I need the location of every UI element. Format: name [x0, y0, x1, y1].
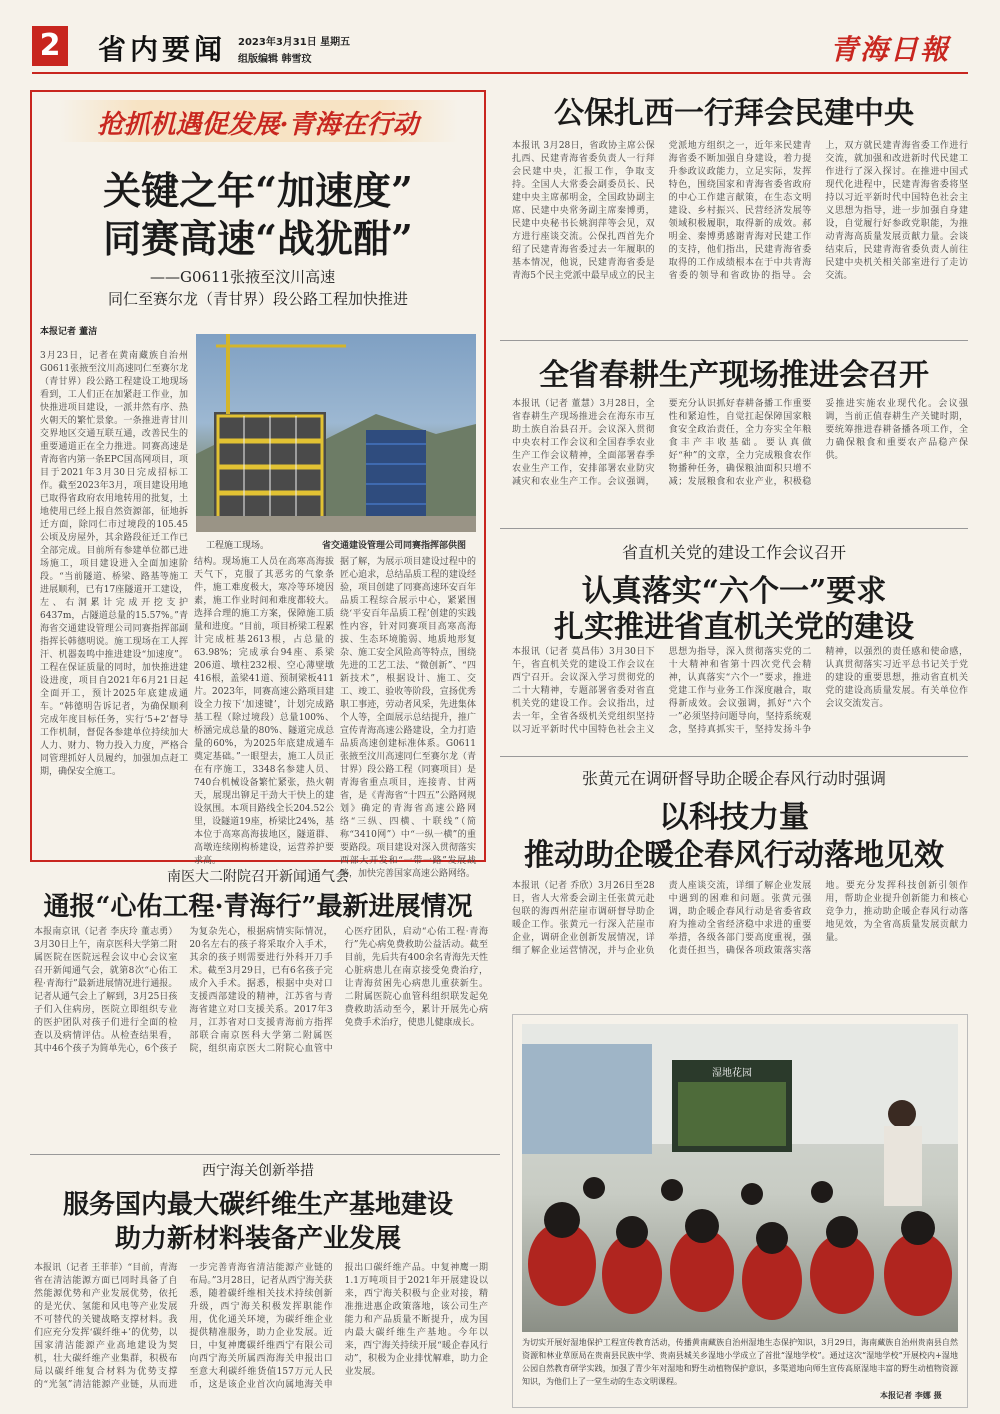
- feature-body-right: 据了解，为展示项目建设过程中的匠心追求，总结品质工程的建设经验，项目创建了同赛高速环安百年品质工程综合展示中心，紧紧围绕‘平安百年品质工程’创建的实践性内容，针对同赛项目高寒高海拔、生态环境脆弱、地质地形复杂、施工安全风险高等特点，围绕先进的工艺工法、“微创新”、“四新技术”，根据设计、施工、交工、竣工、验收等阶段，宣扬优秀职工事迹，劳动者风采，先进集体个人等，全面展示总结提升，推广宣传青海高速公路建设，全力打造品质高速创建标准体系。G0611张掖至汶川高速同仁至赛尔龙（青甘界）段公路工程（同赛项目）是青海省重点项目，连接青、甘两省，是《青海省“十四五”公路网规划》确定的青海省高速公路网络“三纵、四横、十联线”（简称“3410网”）中“一纵一横”的重要路段。项目建设对深入贯彻落实西部大开发和“一带一路”发展战略，加快完善国家高速公路网络。: [340, 557, 476, 879]
- feature-title-line1: 关键之年“加速度”: [103, 168, 413, 213]
- feature-byline: 本报记者 董洁: [40, 327, 98, 337]
- feature-title-line2: 同赛高速“战犹酣”: [103, 216, 413, 261]
- tech-title-line2: 推动助企暖企春风行动落地见效: [524, 838, 944, 873]
- editor-line: 组版编辑 韩雪玟: [238, 54, 312, 65]
- chungeng-title: 全省春耕生产现场推进会召开: [539, 358, 929, 393]
- feature-banner-text: 抢抓机遇促发展·青海在行动: [97, 110, 419, 140]
- divider: [500, 756, 968, 757]
- photo-caption: 工程施工现场。: [206, 541, 270, 551]
- hospital-kicker: 南医大二附院召开新闻通气会: [167, 869, 349, 885]
- board-title: 湿地花园: [712, 1068, 752, 1079]
- jiguan-title-line2: 扎实推进省直机关党的建设: [554, 610, 914, 645]
- customs-kicker: 西宁海关创新举措: [202, 1163, 314, 1179]
- feature-subtitle-line1: ——G0611张掖至汶川高速: [150, 268, 336, 286]
- section-title: 省内要闻: [98, 33, 227, 66]
- divider: [30, 1154, 500, 1155]
- pubao-body: 本报讯 3月28日，省政协主席公保扎西、民建青海省委负责人一行拜会民建中央，汇报工作，争取支持。全国人大常委会副委员长、民建中央主席郝明金，全国政协副主席、民建中央常务副主席秦博勇，民建中央秘书长姚润萍等会见，双方进行座谈交流。公保扎西首先介绍了民建青海省委过去一年履职的基本情况，他说，民建青海省委是青海5个民主党派中最早成立的民主党派地方组织之一，近年来民建青海省委不断加强自身建设，着力提升参政议政能力，立足实际，发挥特色，围绕国家和青海省委省政府的中心工作建言献策，在生态文明建设、乡村振兴、民营经济发展等领域积极履职，取得新的成效。郝明金、秦博勇感谢青海对民建工作的支持，他们指出，民建青海省委取得的工作成绩根本在于中共青海省委的领导和省政协的指导。会上，双方就民建青海省委工作进行交流，就加强和改进新时代民建工作进行了深入探讨。在推进中国式现代化进程中，民建青海省委将坚持以习近平新时代中国特色社会主义思想为指导，进一步加强自身建设，自觉履行好参政党职能，为推动青海高质量发展贡献力量。会谈结束后，民建青海省委负责人前往民建中央机关相关部室进行了走访交流。: [512, 141, 968, 281]
- jiguan-body: 本报讯（记者 莫昌伟）3月30日下午，省直机关党的建设工作会议在西宁召开。会议深入学习贯彻党的二十大精神，专题部署省委对省直机关党的建设工作。会议指出，过去一年，全省各级机关党组织坚持以习近平新时代中国特色社会主义思想为指导，深入贯彻落实党的二十大精神和省第十四次党代会精神，认真落实“六个一”要求，推进党建工作与业务工作深度融合，取得新成效。会议强调，抓好“六个一”必须坚持问题导向，坚持系统观念，坚持真抓实干，坚持发扬斗争精神，以强烈的责任感和使命感，认真贯彻落实习近平总书记关于党的建设的重要思想，推动省直机关党的建设高质量发展。有关单位作会议交流发言。: [512, 647, 968, 735]
- feature-body-left: 3月23日，记者在黄南藏族自治州G0611张掖至汶川高速同仁至赛尔龙（青甘界）段公路工程建设工地现场看到，工人们正在加紧赶工作业，加快推进项目建设，一派井然有序、热火朝天的繁忙景象。一条推进青甘川交界地区交通互联互通，改善民生的重要通道正在全力推进。同赛高速是青海省内第一条EPC国高网项目，项目于2021年3月30日完成招标工作。截至2023年3月，项目建设用地已取得省政府农用地转用的批复，土地使用已经上报自然资源部，征地拆迁方面，除同仁市过境段的105.45公顷及房屋外，其余路段征迁工作已全部完成。目前所有参建单位都已进场施工，项目建设进入全面加速阶段。“当前隧道、桥梁、路基等施工进展顺利，已有17座隧道开工建设，左、右洞累计完成开挖支护6437m，占隧道总量的15.57%。”青海省交通建设管理公司同赛指挥部副指挥长韩德明说。施工现场在工人挥汗、机器轰鸣中推进建设“加速度”。工程在保证质量的同时，加快推进建设进度，项目自2021年6月21日起全面开工，预计2025年底建成通车。“韩德明告诉记者，为确保顺利完成年度目标任务，实行‘5+2’督导工作机制，督促各参建单位持续加大人力、财力、物力投入力度，严格合同管理抓好人员履约，加强加点赶工期，确保安全施工。: [40, 351, 188, 777]
- feature-body-middle: 结构。现场施工人员在高寒高海拔天气下，克服了其恶劣的气象条件，施工难度极大，寒冷等环境因素，施工作业时间和难度都较大。选择合理的施工方案，保障施工质量和进度。“目前，项目桥梁工程累计完成桩基2613根，占总量的63.98%；完成承台94座、系梁206道、墩柱232根、空心薄壁墩416根，盖梁41道、预制梁板411片。2023年，同赛高速公路项目建设全力按下‘加速键’，计划完成路基工程（除过境段）总量100%、桥涵完成总量的80%、隧道完成总量的60%，为2025年底建成通车奠定基础。”一眼望去，施工人员正在有序施工，3348名参建人员、740台机械设备繁忙紧张，热火朝天，展现出铆足干劲大干快上的建设氛围。本项目路线全长204.52公里，设隧道19座，桥梁比24%，基本位于高寒高海拔地区，隧道群、高墩连续刚构桥建设，运营养护要求高。: [194, 557, 334, 866]
- hospital-title: 通报“心佑工程·青海行”最新进展情况: [43, 892, 473, 922]
- school-photo-caption: 为切实开展好湿地保护工程宣传教育活动，传播黄南藏族自治州湿地生态保护知识，3月29日，海南藏族自治州贵南县自然资源和林业草原局在贵南县民族中学、贵南县城关乡湿地小学成立了首批“湿地学校”。通过这次“湿地学校”开展校内+湿地公园自然教育研学实践，加强了青少年对湿地和野生动植物保护意识，多渠道地向师生宣传高原湿地丰富的野生动植物资源知识，为他们上了一堂生动的生态文明课程。: [522, 1338, 958, 1386]
- customs-title-line1: 服务国内最大碳纤维生产基地建设: [62, 1190, 453, 1220]
- pubao-title: 公保扎西一行拜会民建中央: [554, 96, 914, 131]
- hospital-body: 本报南京讯（记者 李庆玲 董志勇）3月30日上午，南京医科大学第二附属医院在医院远程会议中心会议室召开新闻通气会，就第8次“心佑工程·青海行”最新进展情况进行通报。记者从通气会上了解到，3月25日孩子们入住病房，医院立即组织专业的医护团队对孩子们进行全面的检查以及病情评估。从检查结果看，其中46个孩子为简单先心，6个孩子为复杂先心，根据病情实际情况，20名左右的孩子将采取介入手术，其余的孩子则需要进行外科开刀手术。截至3月29日，已有6名孩子完成介入手术。据悉，根据中央对口支援西部建设的精神，江苏省与青海省建立对口支援关系。2017年3月，江苏省对口支援青海前方指挥部联合南京医科大学第二附属医院，组织南京医大二附院心血管中心医疗团队，启动“心佑工程·青海行”先心病免费救助公益活动。截至目前，先后共有400余名青海先天性心脏病患儿在南京接受免费治疗，让青海贫困先心病患儿重获新生。二附属医院心血管科组织联发起免费救助活动至今，累计开展先心病免费手术治疗，使患儿健康成长。: [34, 927, 488, 1054]
- customs-title-line2: 助力新材料装备产业发展: [114, 1224, 401, 1254]
- masthead-rule: [32, 72, 968, 74]
- chungeng-body: 本报讯（记者 董慧）3月28日，全省春耕生产现场推进会在海东市互助土族自治县召开。会议深入贯彻中央农村工作会议和全国春季农业生产工作会议精神，全面部署春季农业生产工作，安排部署农业防灾减灾和农业生产工作。会议强调，要充分认识抓好春耕备播工作重要性和紧迫性，自觉扛起保障国家粮食安全政治责任，全力夯实全年粮食丰产丰收基础。要认真做好“种”的文章，全力完成粮食农作物播种任务，确保粮油面积只增不减；发展粮食和农业产业，积极稳妥推进实施农业现代化。会议强调，当前正值春耕生产关键时期，要统筹推进春耕备播各项工作，全力确保粮食和重要农产品稳产保供。: [512, 399, 968, 487]
- construction-scene-graphic: [196, 334, 476, 532]
- divider: [500, 528, 968, 529]
- page-number-badge: 2: [32, 26, 68, 66]
- issue-date: 2023年3月31日 星期五: [238, 37, 351, 48]
- school-photo-credit: 本报记者 李娜 摄: [880, 1390, 942, 1400]
- tech-title-line1: 以科技力量: [659, 800, 809, 835]
- divider: [500, 340, 968, 341]
- jiguan-title-line1: 认真落实“六个一”要求: [581, 574, 887, 609]
- photo-credit: 省交通建设管理公司同赛指挥部供图: [322, 541, 467, 551]
- construction-photo: [196, 334, 476, 532]
- customs-body: 本报讯（记者 王菲菲）“目前，青海省在清洁能源方面已同时具备了自然能源优势和产业发展优势，依托的是光伏、氢能和风电等产业发展不可替代的关键战略支撑材料。我们应充分发挥‘碳纤维+’的优势，以国家清洁能源产业高地建设为契机，壮大碳纤维产业集群，积极布局以碳纤维复合材料为优势支撑的“光氢”清洁能源产业链，从而进一步完善青海省清洁能源产业链的布局。”3月28日，记者从西宁海关获悉，随着碳纤维相关技术持续创新升级，西宁海关积极发挥职能作用，优化通关环境，为碳纤维企业提供精准服务，助力企业发展。近日，中复神鹰碳纤维西宁有限公司向西宁海关所属西海海关申报出口至意大利碳纤维货值157万元人民币，这是该企业首次向属地海关申报出口碳纤维产品。中复神鹰一期1.1万吨项目于2021年开展建设以来，西宁海关积极与企业对接，精准推进惠企政策落地，该公司生产能力和产品质量不断提升，成为国内最大碳纤维生产基地。今年以来，西宁海关持续开展“暖企春风行动”，积极为企业排忧解难，助力企业发展。: [34, 1263, 488, 1390]
- jiguan-kicker: 省直机关党的建设工作会议召开: [621, 543, 846, 562]
- feature-subtitle-line2: 同仁至赛尔龙（青甘界）段公路工程加快推进: [107, 290, 408, 308]
- tech-kicker: 张黄元在调研督导助企暖企春风行动时强调: [581, 769, 886, 788]
- newspaper-logo: 青海日報: [830, 33, 951, 66]
- tech-body: 本报讯（记者 乔欣）3月26日至28日，省人大常委会副主任张黄元赴包联的海西州茫崖市调研督导助企暖企工作。张黄元一行深入茫崖市企业，调研企业创新发展情况，详细了解企业运营情况，并与企业负责人座谈交流，详细了解企业发展中遇到的困难和问题。张黄元强调，助企暖企春风行动是省委省政府为推动全省经济稳中求进的重要举措，各级各部门要高度重视，强化责任担当，确保各项政策落实落地。要充分发挥科技创新引领作用，帮助企业提升创新能力和核心竞争力，推动助企暖企春风行动落地见效，为全省高质量发展贡献力量。: [512, 881, 968, 956]
